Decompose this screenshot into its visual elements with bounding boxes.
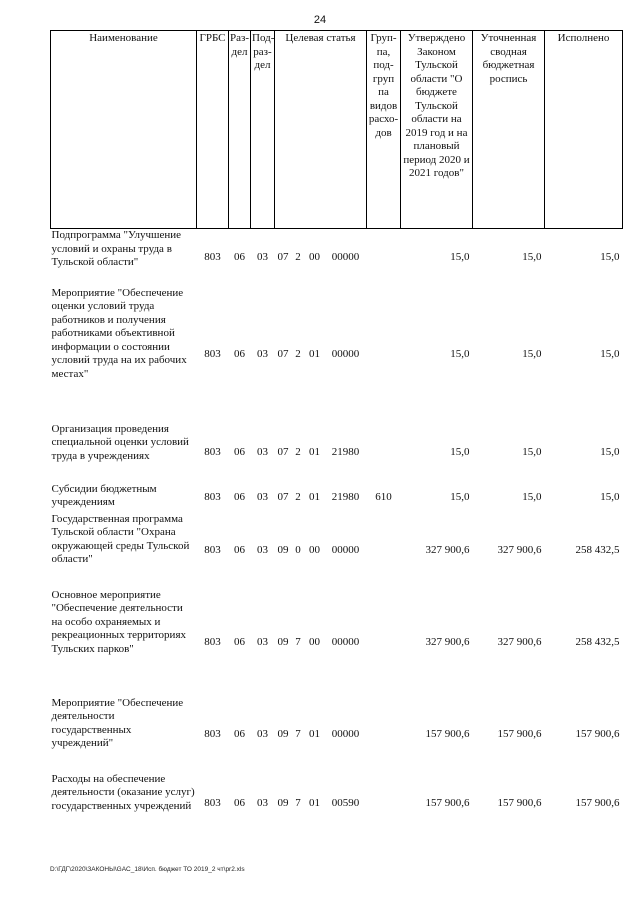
row-vid-raskhodov [367,229,401,287]
page-number: 24 [313,14,327,26]
row-utverzhdeno: 327 900,6 [425,543,470,556]
header-podrazdel: Под-раз-дел [251,31,275,229]
row-razdel: 06 [234,796,245,809]
row-cs-direction: 21980 [331,490,360,503]
row-cs-direction: 00000 [331,727,360,740]
row-cs-event: 01 [309,727,320,740]
table-row [51,229,623,287]
row-utochnennaya: 327 900,6 [497,543,542,556]
row-podrazdel: 03 [257,727,268,740]
row-cs-subprogram: 7 [295,727,301,740]
row-cs-direction: 21980 [331,445,360,458]
row-cs-subprogram: 2 [295,445,301,458]
row-ispolneno: 157 900,6 [575,796,620,809]
row-name: Расходы на обеспечение деятельности (оказание услуг) государственных учреждений [51,772,195,812]
row-name: Мероприятие "Обеспечение деятельности государственных учреждений" [51,696,184,749]
row-razdel: 06 [234,490,245,503]
header-tselevaya-statya: Целевая статья [275,31,367,229]
row-name: Мероприятие "Обеспечение оценки условий труда работников и получения работниками объективной информации о состоянии условий труда на их рабочих местах" [51,286,187,380]
row-cs-subprogram: 2 [295,347,301,360]
row-utochnennaya: 15,0 [522,347,542,360]
row-cs-program: 07 [277,347,289,360]
row-grbs: 803 [204,543,221,556]
row-utochnennaya: 327 900,6 [497,635,542,648]
row-vid-raskhodov [367,287,401,423]
row-razdel: 06 [234,347,245,360]
row-ispolneno: 258 432,5 [575,635,620,648]
row-ispolneno: 15,0 [600,490,620,503]
row-utochnennaya: 157 900,6 [497,727,542,740]
table-row [51,423,623,483]
row-ispolneno: 15,0 [600,445,620,458]
row-cs-program: 07 [277,490,289,503]
row-cs-program: 09 [277,727,289,740]
row-cs-direction: 00000 [331,543,360,556]
header-utverzhdeno: Утверждено Законом Тульской области "О бюджете Тульской области на 2019 год и на плановый период 2020 и 2021 годов" [401,31,473,229]
row-vid-raskhodov [367,773,401,835]
header-gruppa-vidov: Груп-па, под-груп па видов расхо-дов [367,31,401,229]
row-razdel: 06 [234,445,245,458]
row-cs-direction: 00000 [331,635,360,648]
row-razdel: 06 [234,251,245,263]
row-cs-event: 01 [309,796,320,809]
row-cs-direction: 00000 [331,251,360,263]
row-cs-subprogram: 7 [295,635,301,648]
row-cs-subprogram: 2 [295,251,301,263]
row-podrazdel: 03 [257,347,268,360]
budget-table [50,30,623,835]
row-cs-subprogram: 7 [295,796,301,809]
row-utverzhdeno: 15,0 [450,490,470,503]
file-path-footer: D:\ГДГ\2020\ЗАКОНЫ\GAC_18\Исп. бюджет ТО 2019_2 чт\pr2.xls [50,866,245,873]
row-podrazdel: 03 [257,490,268,503]
row-vid-raskhodov [367,697,401,773]
row-ispolneno: 15,0 [600,251,620,263]
row-utverzhdeno: 15,0 [450,445,470,458]
row-grbs: 803 [204,251,221,263]
row-cs-program: 09 [277,796,289,809]
row-utochnennaya: 157 900,6 [497,796,542,809]
row-vid-raskhodov [367,513,401,589]
row-cs-subprogram: 2 [295,490,301,503]
row-utochnennaya: 15,0 [522,251,542,263]
table-row [51,513,623,589]
row-grbs: 803 [204,635,221,648]
row-podrazdel: 03 [257,635,268,648]
row-name: Подпрограмма "Улучшение условий и охраны труда в Тульской области" [51,229,182,268]
table-row [51,697,623,773]
header-name: Наименование [51,31,197,229]
row-podrazdel: 03 [257,543,268,556]
row-cs-event: 00 [309,635,320,648]
header-ispolneno: Исполнено [545,31,623,229]
header-razdel: Раз-дел [229,31,251,229]
row-cs-program: 09 [277,635,289,648]
table-row [51,483,623,513]
row-ispolneno: 258 432,5 [575,543,620,556]
row-cs-event: 00 [309,251,320,263]
table-row [51,287,623,423]
row-utverzhdeno: 15,0 [450,251,470,263]
row-utverzhdeno: 327 900,6 [425,635,470,648]
row-utverzhdeno: 157 900,6 [425,796,470,809]
header-utochnennaya: Уточненная сводная бюджетная роспись [473,31,545,229]
row-cs-program: 09 [277,543,289,556]
row-grbs: 803 [204,347,221,360]
row-razdel: 06 [234,727,245,740]
row-name: Субсидии бюджетным учреждениям [51,482,157,508]
row-vid-raskhodov [367,589,401,697]
row-razdel: 06 [234,543,245,556]
row-cs-event: 01 [309,347,320,360]
header-row [51,31,623,229]
row-cs-program: 07 [277,251,289,263]
row-name: Организация проведения специальной оценки условий труда в учреждениях [51,422,189,462]
row-name: Государственная программа Тульской области "Охрана окружающей среды Тульской области" [51,512,190,565]
row-cs-event: 01 [309,490,320,503]
row-utverzhdeno: 157 900,6 [425,727,470,740]
row-grbs: 803 [204,796,221,809]
row-cs-event: 00 [309,543,320,556]
row-podrazdel: 03 [257,796,268,809]
row-ispolneno: 157 900,6 [575,727,620,740]
row-razdel: 06 [234,635,245,648]
row-cs-program: 07 [277,445,289,458]
row-podrazdel: 03 [257,445,268,458]
table-row [51,773,623,835]
row-name: Основное мероприятие "Обеспечение деятельности на особо охраняемых и рекреационных территориях Тульских парков" [51,588,186,655]
row-ispolneno: 15,0 [600,347,620,360]
row-grbs: 803 [204,727,221,740]
header-grbs: ГРБС [197,31,229,229]
row-utochnennaya: 15,0 [522,490,542,503]
row-grbs: 803 [204,490,221,503]
row-cs-direction: 00590 [331,796,360,809]
row-vid-raskhodov [367,423,401,483]
row-cs-direction: 00000 [331,347,360,360]
row-utverzhdeno: 15,0 [450,347,470,360]
row-utochnennaya: 15,0 [522,445,542,458]
table-row [51,589,623,697]
row-podrazdel: 03 [257,251,268,263]
row-cs-subprogram: 0 [295,543,301,556]
row-cs-event: 01 [309,445,320,458]
row-grbs: 803 [204,445,221,458]
row-vid-raskhodov: 610 [375,490,392,503]
